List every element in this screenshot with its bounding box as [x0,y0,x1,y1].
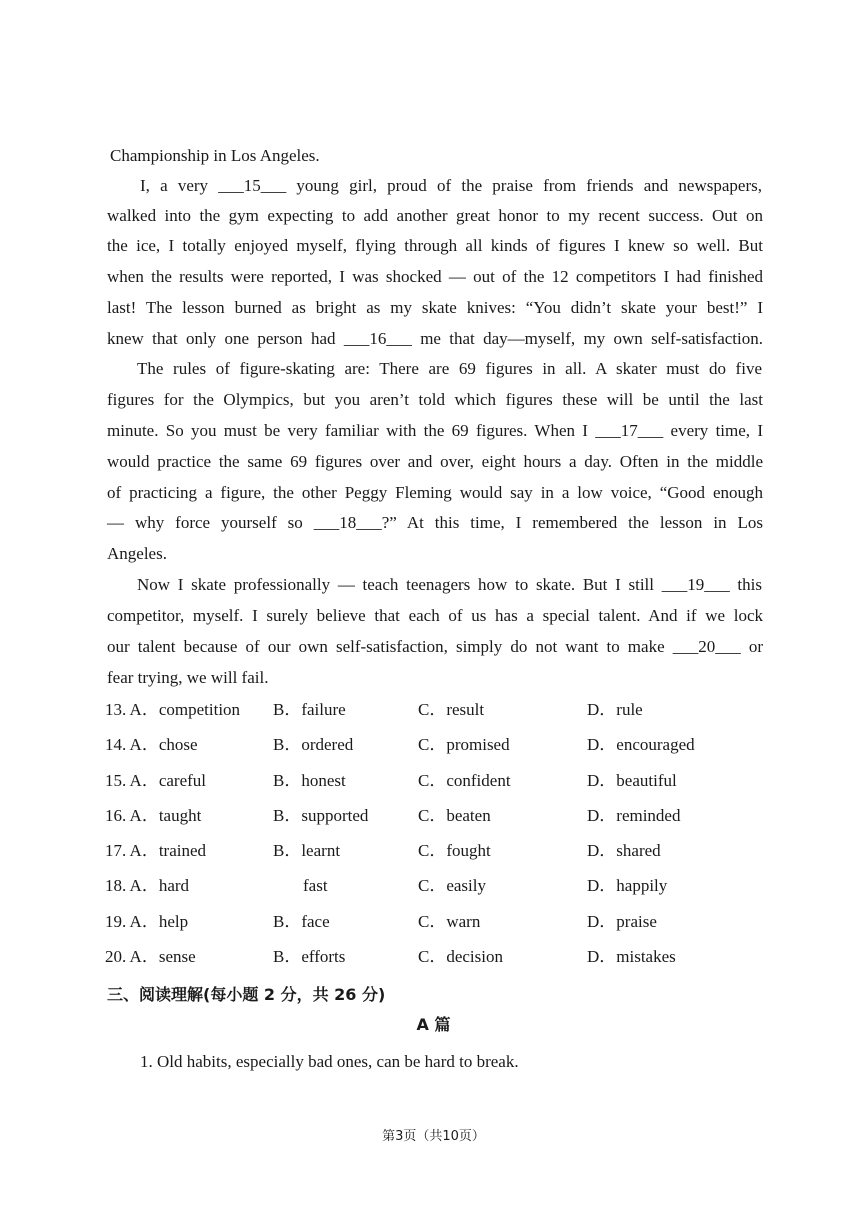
passage-line: Now I skate professionally — teach teenagers how to skate. But I still ___19___ this [137,575,762,594]
question-row [105,841,765,876]
passage-line: last! The lesson burned as bright as my skate knives: “You didn’t skate your best!” I [107,298,763,317]
passage-line: our talent because of our own self-satisfaction, simply do not want to make ___20___ or [107,637,763,656]
question-row [105,735,765,770]
passage-line: when the results were reported, I was shocked — out of the 12 competitors I had finished [107,267,763,286]
option-d: D．happily [587,876,668,896]
option-d: D．rule [587,700,643,719]
passage-line: Championship in Los Angeles. [110,146,320,165]
passage-line: competitor, myself. I surely believe that each of us has a special talent. And if we lock [107,606,763,625]
option-b: B．efforts [273,947,346,967]
option-c: C．fought [418,841,491,861]
question-row [105,700,765,735]
option-d: D．reminded [587,805,681,825]
option-c: C．result [418,700,485,719]
passage-line: fear trying, we will fail. [107,668,269,687]
option-a: 15. A．careful [105,770,207,790]
option-a: 19. A．help [105,911,189,931]
passage-line: would practice the same 69 figures over and over, eight hours a day. Often in the middle [107,452,763,471]
passage-line: — why force yourself so ___18___?” At this time, I remembered the lesson in Los [107,513,763,532]
option-a: 16. A．taught [105,805,202,825]
option-c: C．promised [418,735,510,755]
passage-line: figures for the Olympics, but you aren’t told which figures these will be until the last [107,390,763,409]
option-a: 14. A．chose [105,735,198,755]
option-a: 13. A．competition [105,700,241,719]
option-b: B．learnt [273,841,341,861]
option-b: B．face [273,911,330,931]
question-row [105,771,765,806]
option-d: D．mistakes [587,947,676,967]
passage-line: walked into the gym expecting to add another great honor to my recent success. Out on [107,206,763,225]
passage-line: Angeles. [107,544,167,563]
reading-first-line: 1. Old habits, especially bad ones, can be hard to break. [140,1052,519,1071]
option-c: C．decision [418,947,503,967]
page-footer: 第3页（共10页） [382,1129,485,1144]
option-d: D．beautiful [587,770,677,790]
section-subtitle: A 篇 [416,1015,451,1034]
option-b: B．failure [273,700,346,719]
section-title: 三、阅读理解(每小题 2 分，共 26 分) [107,985,386,1004]
option-a: 17. A．trained [105,841,207,861]
option-a: 18. A．hard [105,876,190,896]
question-row [105,876,765,911]
option-a: 20. A．sense [105,947,196,967]
options-list [105,700,765,982]
passage-line: minute. So you must be very familiar with the 69 figures. When I ___17___ every time, I [107,421,763,440]
option-b: B．ordered [273,735,354,755]
question-row [105,947,765,982]
option-d: D．encouraged [587,735,695,755]
passage-line: I, a very ___15___ young girl, proud of the praise from friends and newspapers, [140,176,762,195]
passage-line: of practicing a figure, the other Peggy Fleming would say in a low voice, “Good enough [107,483,763,502]
passage-line: the ice, I totally enjoyed myself, flying through all kinds of figures I knew so well. But [107,236,763,255]
option-c: C．beaten [418,805,491,825]
option-c: C．easily [418,876,486,896]
question-row [105,806,765,841]
option-b: fast [303,876,328,896]
question-row [105,912,765,947]
option-c: C．warn [418,911,481,931]
option-c: C．confident [418,770,511,790]
option-b: B．honest [273,770,346,790]
passage-line: The rules of figure-skating are: There are 69 figures in all. A skater must do five [137,359,762,378]
option-b: B．supported [273,805,369,825]
option-d: D．shared [587,841,661,861]
option-d: D．praise [587,911,657,931]
passage-line: knew that only one person had ___16___ me that day—myself, my own self-satisfaction. [107,329,763,348]
